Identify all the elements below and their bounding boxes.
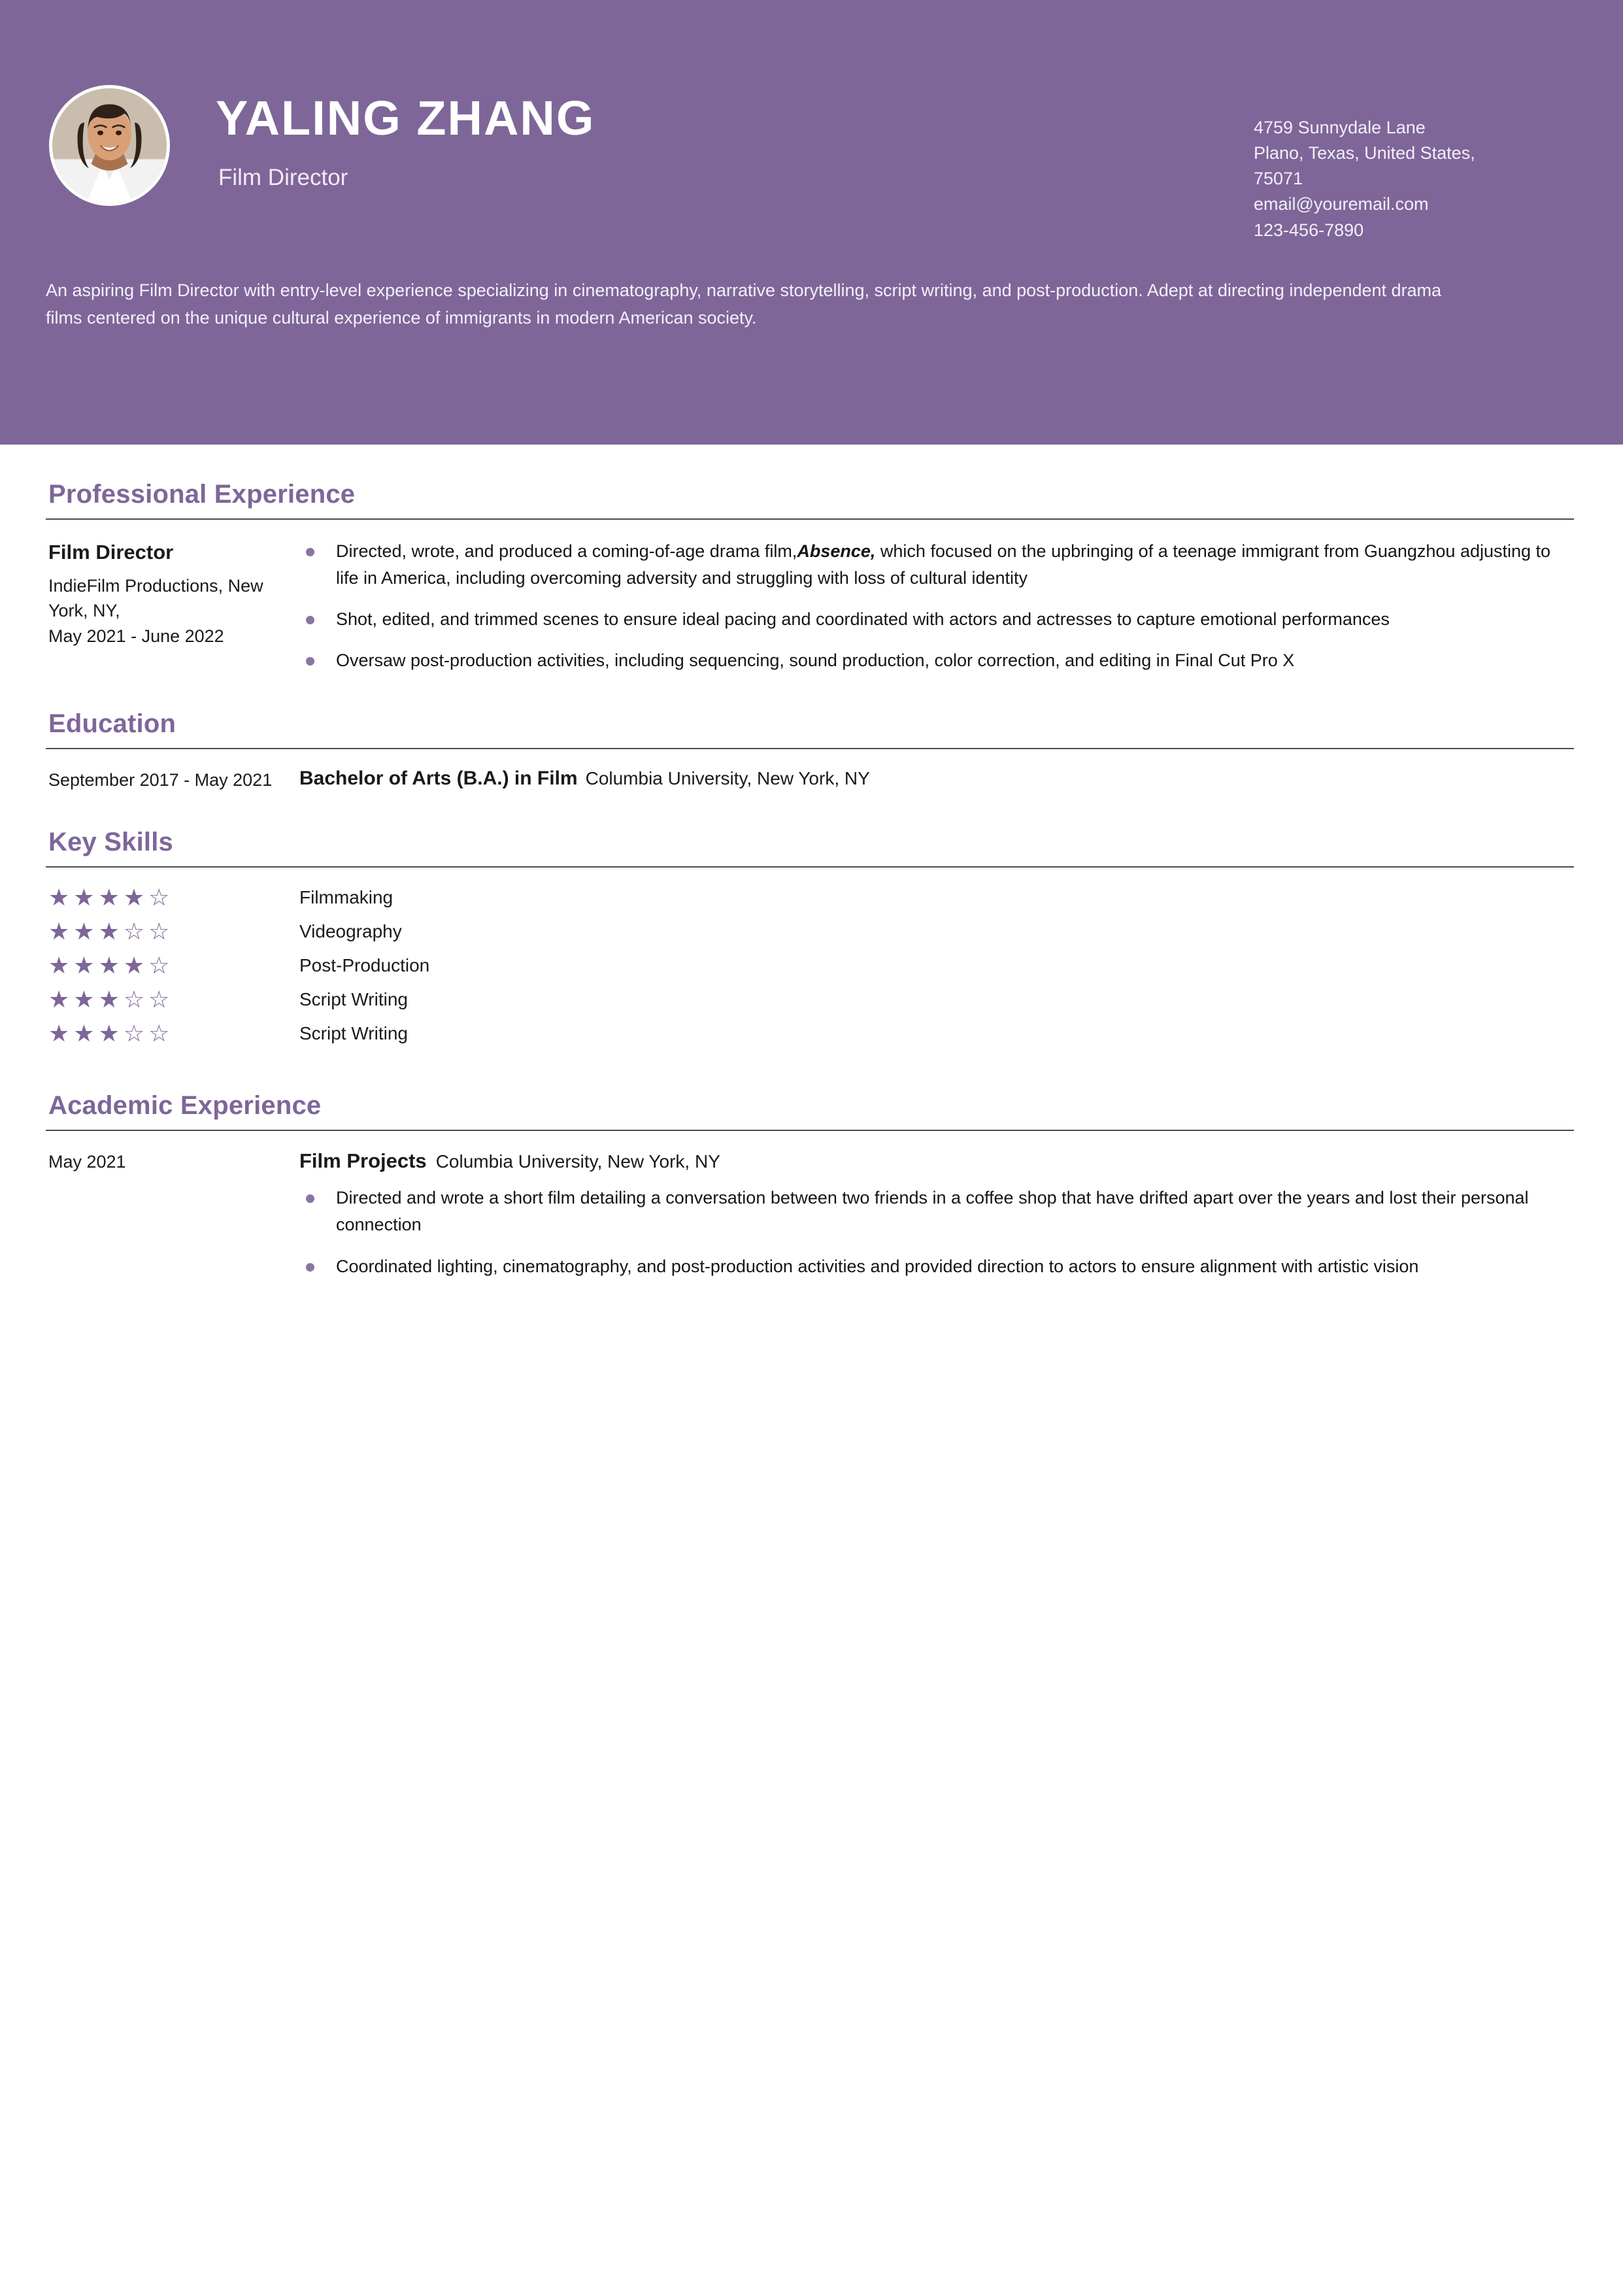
star-filled-icon: ★ (48, 918, 70, 945)
contact-address-line-3: 75071 (1254, 169, 1303, 189)
academic-project-title: Film Projects (299, 1149, 427, 1173)
section-divider (46, 1130, 1574, 1131)
section-title-education: Education (48, 709, 176, 739)
star-filled-icon: ★ (73, 1020, 95, 1047)
list-item (299, 538, 1574, 592)
education-degree: Bachelor of Arts (B.A.) in Film (299, 768, 578, 790)
contact-address-line-2: Plano, Texas, United States, (1254, 143, 1475, 163)
section-title-key-skills: Key Skills (48, 828, 174, 857)
star-empty-icon: ☆ (148, 986, 170, 1013)
education-dates: September 2017 - May 2021 (48, 770, 273, 790)
skill-label: Script Writing (299, 989, 408, 1010)
candidate-name: YALING ZHANG (216, 91, 595, 145)
section-divider (46, 866, 1574, 868)
contact-address-line-1: 4759 Sunnydale Lane (1254, 118, 1426, 137)
skill-rating-stars (46, 954, 293, 977)
skill-label: Post-Production (299, 955, 430, 976)
list-item (299, 1185, 1574, 1238)
contact-email[interactable]: email@youremail.com (1254, 194, 1429, 214)
resume-body (0, 480, 1623, 1280)
section-divider (46, 518, 1574, 520)
profile-summary: An aspiring Film Director with entry-level experience specializing in cinematography, narrative storytelling, script writing, and post-production. Adept at directing independent drama films centered on the unique cultural experience of immigrants in modern American society. (46, 280, 1442, 328)
section-academic-experience (46, 1091, 1574, 1279)
bullet-text: Coordinated lighting, cinematography, and post-production activities and provided direction to actors to ensure alignment with artistic vision (336, 1256, 1419, 1276)
experience-entry (46, 538, 1574, 674)
bullet-text-emphasis: Absence, (797, 541, 876, 561)
star-filled-icon: ★ (48, 986, 70, 1013)
skill-rating-stars (46, 1022, 293, 1045)
skill-row (46, 988, 1574, 1011)
skill-row (46, 886, 1574, 909)
star-filled-icon: ★ (98, 918, 120, 945)
section-education (46, 709, 1574, 792)
skill-rating-stars (46, 886, 293, 909)
star-empty-icon: ☆ (148, 884, 170, 911)
experience-bullet-list (299, 538, 1574, 674)
star-filled-icon: ★ (98, 952, 120, 979)
star-filled-icon: ★ (73, 884, 95, 911)
experience-details (293, 538, 1574, 674)
experience-company: IndieFilm Productions, New York, NY, (48, 576, 263, 621)
name-block (216, 85, 1254, 191)
star-filled-icon: ★ (123, 884, 145, 911)
star-filled-icon: ★ (73, 986, 95, 1013)
academic-dates: May 2021 (48, 1152, 126, 1172)
star-filled-icon: ★ (73, 918, 95, 945)
bullet-text-post: which focused on the upbringing of a teenage immigrant from Guangzhou adjusting to life in America, including overcoming adversity and struggling with loss of cultural identity (336, 541, 1551, 588)
contact-block (1254, 85, 1561, 243)
bullet-text-pre: Oversaw post-production activities, including sequencing, sound production, color correction, and editing in Final Cut Pro X (336, 650, 1295, 671)
section-title-professional-experience: Professional Experience (48, 480, 356, 509)
list-item (299, 647, 1574, 674)
section-professional-experience (46, 480, 1574, 674)
experience-dates: May 2021 - June 2022 (48, 626, 224, 646)
star-filled-icon: ★ (48, 1020, 70, 1047)
experience-role: Film Director (48, 541, 174, 564)
bullet-text-pre: Directed, wrote, and produced a coming-of-age drama film, (336, 541, 797, 561)
education-entry (46, 768, 1574, 792)
star-empty-icon: ☆ (148, 952, 170, 979)
star-empty-icon: ☆ (123, 986, 145, 1013)
star-filled-icon: ★ (48, 884, 70, 911)
star-filled-icon: ★ (48, 952, 70, 979)
star-filled-icon: ★ (73, 952, 95, 979)
skill-row (46, 920, 1574, 943)
header-top-row (0, 0, 1623, 243)
star-filled-icon: ★ (98, 1020, 120, 1047)
list-item (299, 606, 1574, 633)
education-details (293, 768, 1574, 790)
skill-label: Videography (299, 921, 402, 942)
academic-project-heading (299, 1149, 1574, 1173)
academic-bullet-list (299, 1185, 1574, 1279)
section-title-academic-experience: Academic Experience (48, 1091, 322, 1121)
education-school: Columbia University, New York, NY (585, 768, 870, 789)
skill-rating-stars (46, 988, 293, 1011)
star-empty-icon: ☆ (148, 1020, 170, 1047)
bullet-text-pre: Shot, edited, and trimmed scenes to ensure ideal pacing and coordinated with actors and actresses to capture emotional performances (336, 609, 1390, 630)
star-filled-icon: ★ (98, 884, 120, 911)
list-item (299, 1253, 1574, 1280)
academic-entry (46, 1149, 1574, 1279)
skill-row (46, 954, 1574, 977)
skill-row (46, 1022, 1574, 1045)
experience-meta (46, 538, 293, 649)
academic-project-school: Columbia University, New York, NY (435, 1151, 720, 1172)
contact-phone[interactable]: 123-456-7890 (1254, 220, 1364, 240)
skill-label: Script Writing (299, 1023, 408, 1044)
bullet-text: Directed and wrote a short film detailing a conversation between two friends in a coffee shop that have drifted apart over the years and lost their personal connection (336, 1188, 1529, 1235)
resume-header (0, 0, 1623, 445)
skill-rating-stars (46, 920, 293, 943)
section-key-skills (46, 828, 1574, 1045)
candidate-job-title: Film Director (218, 165, 348, 190)
section-divider (46, 748, 1574, 749)
academic-details (293, 1149, 1574, 1279)
skill-label: Filmmaking (299, 887, 393, 908)
star-empty-icon: ☆ (123, 918, 145, 945)
star-empty-icon: ☆ (123, 1020, 145, 1047)
skills-list (46, 886, 1574, 1045)
star-filled-icon: ★ (123, 952, 145, 979)
star-empty-icon: ☆ (148, 918, 170, 945)
star-filled-icon: ★ (98, 986, 120, 1013)
avatar (49, 85, 170, 206)
